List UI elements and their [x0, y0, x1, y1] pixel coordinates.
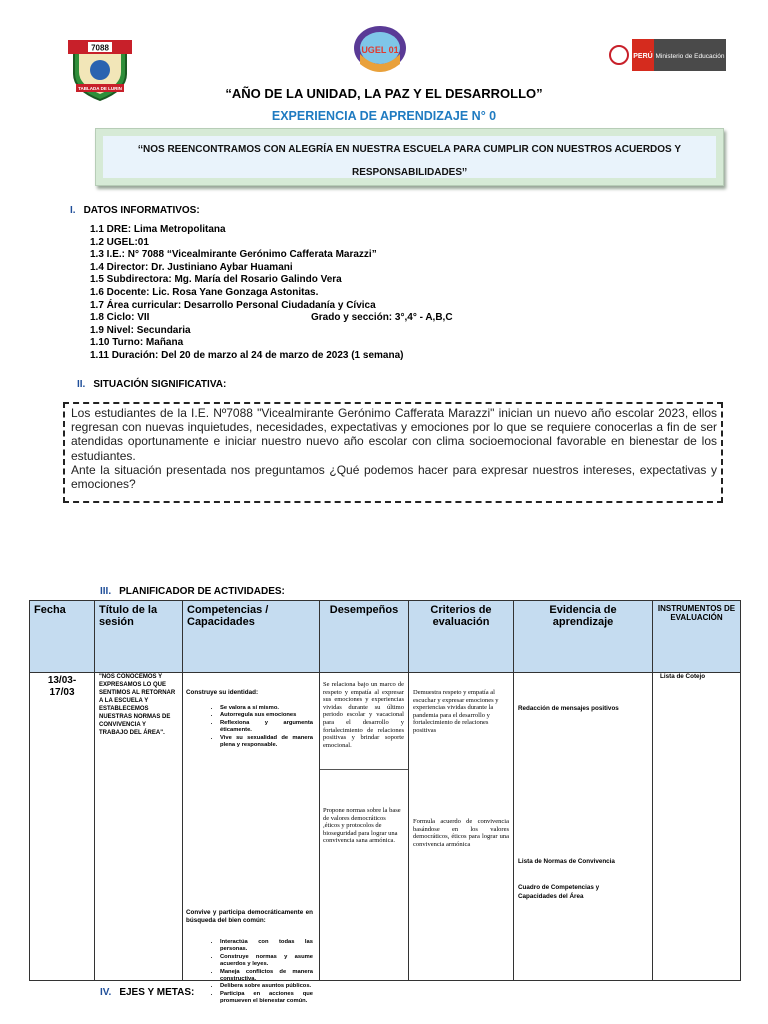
evidencia-3: Cuadro de Competencias y Capacidades del Área: [518, 884, 600, 900]
section2-heading: [77, 379, 226, 390]
ugel-logo: [351, 24, 409, 76]
cell-competencias: [183, 673, 320, 1005]
datos-item: 1.9 Nivel: Secundaria: [90, 324, 191, 336]
desempeno-1: Se relaciona bajo un marco de respeto y empatía al expresar sus emociones y experiencias vividas durante su último periodo escolar y vacacional para el desarrollo y fortalecimiento de relaciones positivas y brindar soporte emocional.: [323, 681, 404, 749]
experience-banner: [95, 128, 724, 186]
grado-seccion: Grado y sección: 3°,4° - A,B,C: [311, 312, 453, 324]
datos-item: 1.10 Turno: Mañana: [90, 337, 184, 349]
datos-item: 1.1 DRE: Lima Metropolitana: [90, 224, 226, 235]
fecha-text: 13/03-17/03: [47, 675, 77, 698]
section3-heading: [100, 586, 285, 597]
cell-desempenos: [320, 673, 409, 981]
titulo-text: "NOS CONOCEMOS Y EXPRESAMOS LO QUE SENTIMOS AL RETORNAR A LA ESCUELA Y ESTABLECEMOS NUESTRAS NORMAS DE CONVIVENCIA Y TRABAJO DEL ÁREA".: [99, 674, 176, 736]
capacidad-item: • Vive su sexualidad de manera plena y responsable.: [220, 735, 313, 750]
header-desempenos: Desempeños: [320, 601, 409, 673]
section3-roman: III.: [100, 586, 112, 597]
section2-title: SITUACIÓN SIGNIFICATIVA:: [93, 379, 227, 390]
svg-text:UGEL 01: UGEL 01: [361, 45, 399, 55]
svg-text:7088: 7088: [91, 43, 109, 53]
datos-item: 1.8 Ciclo: VII: [90, 312, 150, 324]
capacidad-item: • Autorregula sus emociones: [220, 712, 313, 719]
capacidad-item: • Maneja conflictos de manera constructiva.: [220, 969, 313, 984]
section4-title: EJES Y METAS:: [119, 987, 195, 998]
datos-item: 1.3 I.E.: N° 7088 “Vicealmirante Gerónimo Cafferata Marazzi”: [90, 249, 377, 261]
datos-item: 1.7 Área curricular: Desarrollo Personal Ciudadanía y Cívica: [90, 299, 376, 311]
experience-title: EXPERIENCIA DE APRENDIZAJE N° 0: [271, 109, 497, 123]
banner-open-quote: “: [138, 142, 143, 159]
desempeno-2: Propone normas sobre la base de valores democráticos ,éticos y protocolos de bioseguridad para lograr una convivencia sana armónica.: [323, 807, 401, 845]
section3-title: PLANIFICADOR DE ACTIVIDADES:: [119, 586, 285, 597]
header-competencias: Competencias / Capacidades: [183, 601, 320, 673]
datos-item: 1.6 Docente: Lic. Rosa Yane Gonzaga Astonitas.: [90, 286, 319, 298]
situation-paragraph-1: Los estudiantes de la I.E. Nº7088 "Vicealmirante Gerónimo Cafferata Marazzi" inician un nuevo año escolar 2023, ellos regresan con nuevas inquietudes, necesidades, expectativas y emociones por lo que se requiere conocerlas a fin de ser atendidas oportunamente e iniciar nuestro nuevo año escolar con clima socioemocional favorable en bienestar de los estudiantes.: [71, 406, 717, 463]
cell-fecha: [30, 673, 95, 981]
table-header-row: [30, 601, 741, 673]
competencia-2: Convive y participa democráticamente en búsqueda del bien común:: [186, 909, 313, 924]
capacidad-item: • Interactúa con todas las personas.: [220, 939, 313, 954]
section1-heading: [70, 205, 200, 216]
desempeno-divider: [320, 769, 408, 770]
table-row: [30, 673, 741, 981]
capacidad-item: • Participa en acciones que promueven el bienestar común.: [220, 991, 313, 1006]
cell-titulo: [95, 673, 183, 981]
header-fecha: Fecha: [30, 601, 95, 673]
capacidad-item: • Reflexiona y argumenta éticamente.: [220, 720, 313, 735]
svg-text:TABLADA DE LURIN: TABLADA DE LURIN: [78, 86, 122, 91]
evidencia-2: Lista de Normas de Convivencia: [518, 858, 615, 865]
year-title: “AÑO DE LA UNIDAD, LA PAZ Y EL DESARROLLO”: [225, 86, 543, 101]
situation-box: [63, 402, 723, 503]
datos-list: [90, 224, 453, 363]
cell-evidencia: [514, 673, 653, 981]
banner-close-quote: ”: [462, 165, 467, 182]
instrumento: Lista de Cotejo: [660, 673, 706, 680]
datos-item: 1.11 Duración: Del 20 de marzo al 24 de marzo de 2023 (1 semana): [90, 349, 404, 361]
capacidad-item: • Se valora a sí mismo.: [220, 705, 313, 712]
cell-criterios: [409, 673, 514, 981]
section4-roman: IV.: [100, 987, 112, 998]
section4-heading: [100, 987, 194, 998]
ministry-logo: [608, 38, 726, 72]
banner-text: NOS REENCONTRAMOS CON ALEGRÍA EN NUESTRA ESCUELA PARA CUMPLIR CON NUESTROS ACUERDOS Y RESPONSABILIDADES: [143, 144, 681, 178]
svg-text:PERÚ: PERÚ: [633, 53, 653, 60]
section1-title: DATOS INFORMATIVOS:: [83, 205, 200, 216]
header-evidencia: Evidencia de aprendizaje: [514, 601, 653, 673]
criterio-1: Demuestra respeto y empatía al escuchar y expresar emociones y experiencias vividas durante la pandemia para el desarrollo y fortalecimiento de relaciones positivas: [413, 689, 499, 734]
datos-item: 1.4 Director: Dr. Justiniano Aybar Huamani: [90, 261, 293, 273]
section1-roman: I.: [70, 205, 76, 216]
datos-item: 1.5 Subdirectora: Mg. María del Rosario Galindo Vera: [90, 274, 342, 286]
datos-item: 1.2 UGEL:01: [90, 236, 149, 248]
header-titulo: Título de la sesión: [95, 601, 183, 673]
header-criterios: Criterios de evaluación: [409, 601, 514, 673]
criterio-2: Formula acuerdo de convivencia basándose en los valores democráticos, éticos para lograr una convivencia armónica: [413, 818, 509, 848]
section2-roman: II.: [77, 379, 86, 390]
datos-item-ciclo-row: [90, 312, 453, 325]
situation-paragraph-2: Ante la situación presentada nos preguntamos ¿Qué podemos hacer para expresar nuestros intereses, expectativas y emociones?: [71, 462, 717, 492]
cell-instrumentos: [653, 673, 741, 981]
evidencia-1: Redacción de mensajes positivos: [518, 705, 619, 712]
header-instrumentos: INSTRUMENTOS DE EVALUACIÓN: [653, 601, 741, 673]
competencia-1: Construye su identidad:: [186, 689, 259, 696]
capacidad-item: • Delibera sobre asuntos públicos.: [220, 983, 313, 990]
capacidad-item: • Construye normas y asume acuerdos y leyes.: [220, 954, 313, 969]
svg-text:Ministerio de Educación: Ministerio de Educación: [655, 53, 725, 60]
